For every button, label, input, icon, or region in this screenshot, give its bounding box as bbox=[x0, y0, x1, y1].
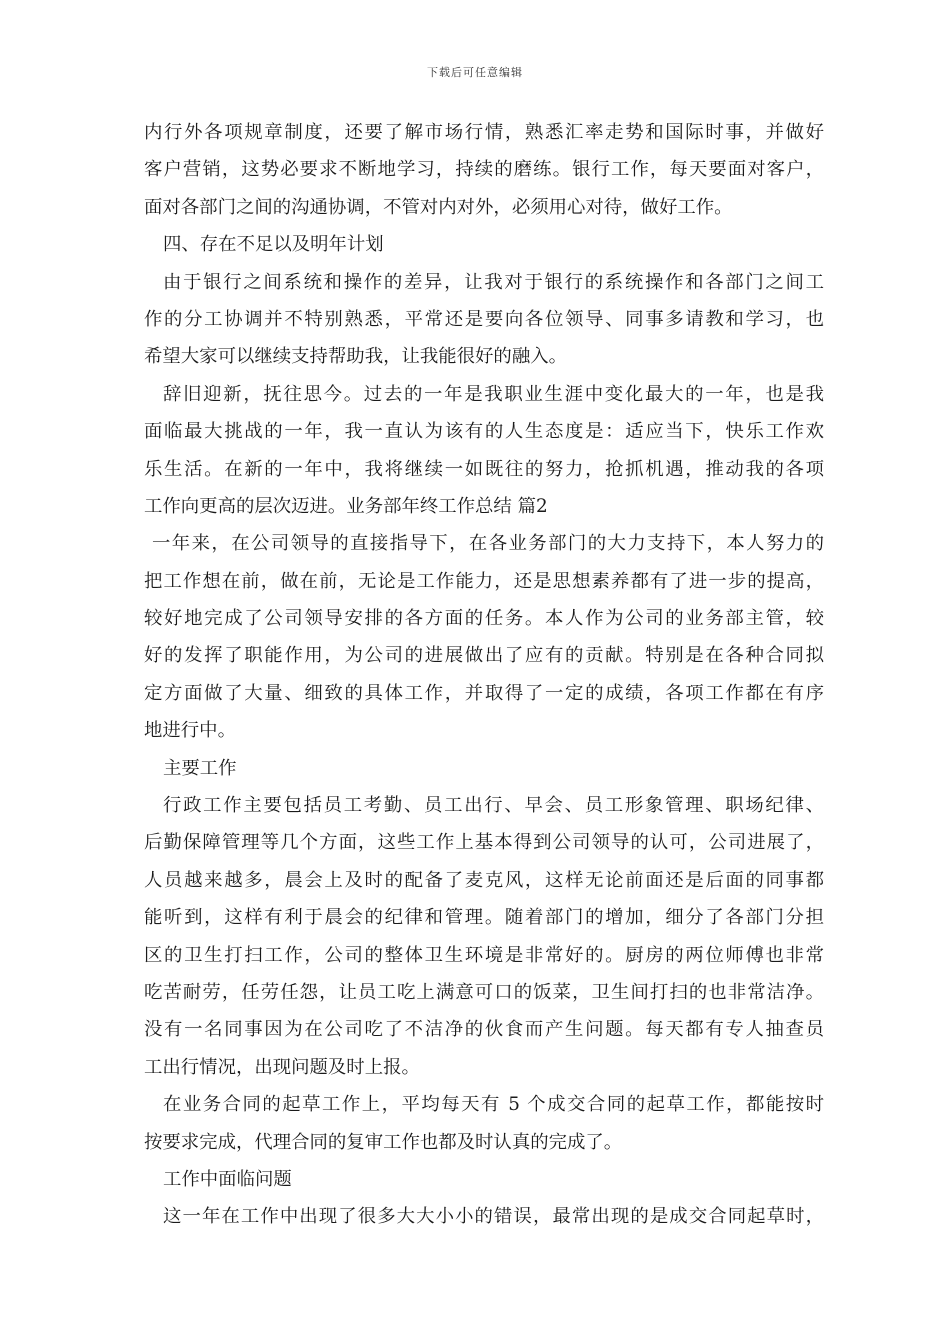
document-body bbox=[144, 114, 824, 1236]
text-line: 人员越来越多，晨会上及时的配备了麦克风，这样无论前面还是后面的同事都 bbox=[144, 869, 824, 891]
text-line: 由于银行之间系统和操作的差异，让我对于银行的系统操作和各部门之间工 bbox=[163, 271, 824, 293]
text-line: 在业务合同的起草工作上，平均每天有 5 个成交合同的起草工作，都能按时 bbox=[163, 1094, 824, 1116]
text-line: 能听到，这样有利于晨会的纪律和管理。随着部门的增加，细分了各部门分担 bbox=[144, 907, 824, 929]
text-line: 这一年在工作中出现了很多大大小小的错误，最常出现的是成交合同起草时， bbox=[163, 1206, 824, 1228]
text-line: 四、存在不足以及明年计划 bbox=[163, 234, 384, 256]
text-line: 工作中面临问题 bbox=[163, 1168, 292, 1190]
text-line: 定方面做了大量、细致的具体工作，并取得了一定的成绩，各项工作都在有序 bbox=[144, 682, 824, 704]
text-line: 工作向更高的层次迈进。业务部年终工作总结 篇2 bbox=[144, 495, 548, 517]
text-line: 希望大家可以继续支持帮助我，让我能很好的融入。 bbox=[144, 346, 567, 368]
text-line: 内行外各项规章制度，还要了解市场行情，熟悉汇率走势和国际时事，并做好 bbox=[144, 122, 824, 143]
text-line: 地进行中。 bbox=[144, 720, 236, 742]
text-line: 按要求完成，代理合同的复审工作也都及时认真的完成了。 bbox=[144, 1131, 623, 1153]
text-line: 乐生活。在新的一年中，我将继续一如既往的努力，抢抓机遇，推动我的各项 bbox=[144, 458, 824, 480]
text-line: 客户营销，这势必要求不断地学习，持续的磨练。银行工作，每天要面对客户， bbox=[144, 159, 824, 181]
text-line: 面临最大挑战的一年，我一直认为该有的人生态度是：适应当下，快乐工作欢 bbox=[144, 421, 824, 443]
text-line: 工出行情况，出现问题及时上报。 bbox=[144, 1056, 420, 1078]
text-line: 作的分工协调并不特别熟悉，平常还是要向各位领导、同事多请教和学习，也 bbox=[144, 308, 824, 330]
page-header: 下载后可任意编辑 bbox=[427, 66, 523, 79]
text-line: 面对各部门之间的沟通协调，不管对内对外，必须用心对待，做好工作。 bbox=[144, 196, 733, 218]
text-line: 没有一名同事因为在公司吃了不洁净的伙食而产生问题。每天都有专人抽查员 bbox=[144, 1019, 824, 1041]
text-line: 一年来，在公司领导的直接指导下，在各业务部门的大力支持下，本人努力的 bbox=[152, 533, 824, 555]
text-line: 吃苦耐劳，任劳任怨，让员工吃上满意可口的饭菜，卫生间打扫的也非常洁净。 bbox=[144, 981, 824, 1003]
text-line: 辞旧迎新，抚往思今。过去的一年是我职业生涯中变化最大的一年，也是我 bbox=[163, 383, 824, 405]
text-line: 较好地完成了公司领导安排的各方面的任务。本人作为公司的业务部主管，较 bbox=[144, 608, 824, 630]
text-line: 主要工作 bbox=[163, 757, 237, 779]
text-line: 区的卫生打扫工作，公司的整体卫生环境是非常好的。厨房的两位师傅也非常 bbox=[144, 944, 824, 966]
text-line: 把工作想在前，做在前，无论是工作能力，还是思想素养都有了进一步的提高， bbox=[144, 570, 824, 592]
text-line: 好的发挥了职能作用，为公司的进展做出了应有的贡献。特别是在各种合同拟 bbox=[144, 645, 824, 667]
text-line: 行政工作主要包括员工考勤、员工出行、早会、员工形象管理、职场纪律、 bbox=[163, 795, 824, 817]
text-line: 后勤保障管理等几个方面，这些工作上基本得到公司领导的认可，公司进展了， bbox=[144, 832, 824, 854]
